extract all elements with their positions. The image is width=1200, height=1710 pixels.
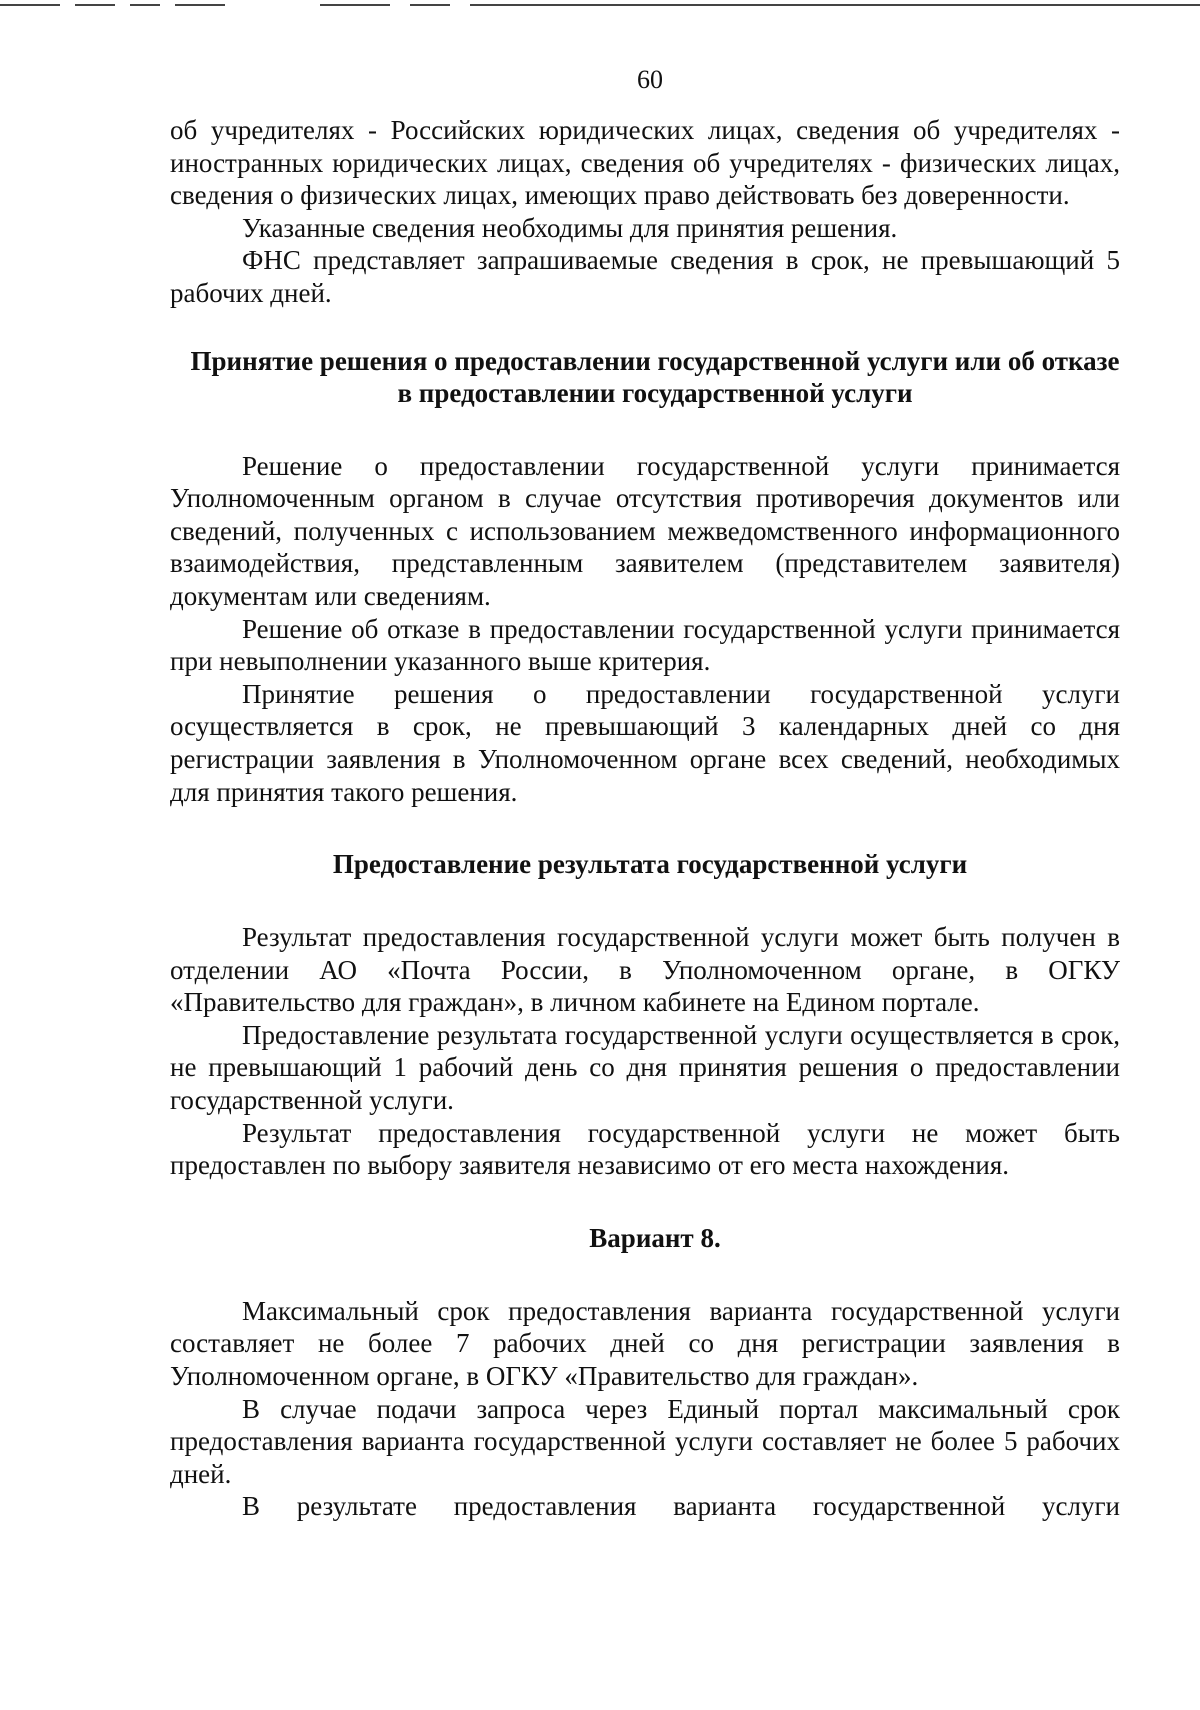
intro-paragraph-1: об учредителях - Российских юридических лицах, сведения об учредителях - иностранных юридических лицах, сведения об учредителях - физических лицах, сведения о физических лицах, имеющих право действовать без доверенности.: [170, 115, 1120, 211]
decision-paragraph-1: Решение о предоставлении государственной услуги принимается Уполномоченным органом в случае отсутствия противоречия документов или сведений, полученных с использованием межведомственного информационного взаимодействия, представленным заявителем (представителем заявителя) документам или сведениям.: [170, 450, 1120, 611]
page-number: 60: [637, 65, 663, 94]
scan-top-edge: [0, 0, 1200, 10]
intro-paragraph-2: Указанные сведения необходимы для принятия решения.: [242, 212, 898, 243]
decision-paragraph-2: Решение об отказе в предоставлении государственной услуги принимается при невыполнении указанного выше критерия.: [170, 613, 1120, 677]
result-heading: Предоставление результата государственной услуги: [332, 849, 968, 880]
decision-section: [170, 450, 1120, 809]
decision-paragraph-3: Принятие решения о предоставлении государственной услуги осуществляется в срок, не превышающий 3 календарных дней со дня регистрации заявления в Уполномоченном органе всех сведений, необходимых для принятия такого решения.: [170, 678, 1120, 807]
result-paragraph-3: Результат предоставления государственной услуги не может быть предоставлен по выбору заявителя независимо от его места нахождения.: [170, 1117, 1120, 1181]
variant-paragraph-1: Максимальный срок предоставления варианта государственной услуги составляет не более 7 рабочих дней со дня регистрации заявления в Уполномоченном органе, в ОГКУ «Правительство для граждан».: [170, 1295, 1120, 1392]
intro-block: [170, 114, 1120, 310]
variant-section: [170, 1295, 1120, 1523]
variant-heading: Вариант 8.: [589, 1222, 721, 1253]
intro-paragraph-3: ФНС представляет запрашиваемые сведения в срок, не превышающий 5 рабочих дней.: [170, 245, 1120, 308]
decision-heading: Принятие решения о предоставлении государственной услуги или об отказе в предоставлении государственной услуги: [190, 345, 1120, 408]
document-page: [170, 60, 1120, 1523]
result-section: [170, 921, 1120, 1182]
result-paragraph-2: Предоставление результата государственной услуги осуществляется в срок, не превышающий 1 рабочий день со дня принятия решения о предоставлении государственной услуги.: [170, 1019, 1120, 1116]
variant-paragraph-2: В случае подачи запроса через Единый портал максимальный срок предоставления варианта государственной услуги составляет не более 5 рабочих дней.: [170, 1393, 1120, 1489]
result-paragraph-1: Результат предоставления государственной услуги может быть получен в отделении АО «Почта России, в Уполномоченном органе, в ОГКУ «Правительство для граждан», в личном кабинете на Едином портале.: [170, 922, 1120, 1018]
variant-paragraph-3: В результате предоставления варианта государственной услуги: [242, 1491, 1120, 1522]
